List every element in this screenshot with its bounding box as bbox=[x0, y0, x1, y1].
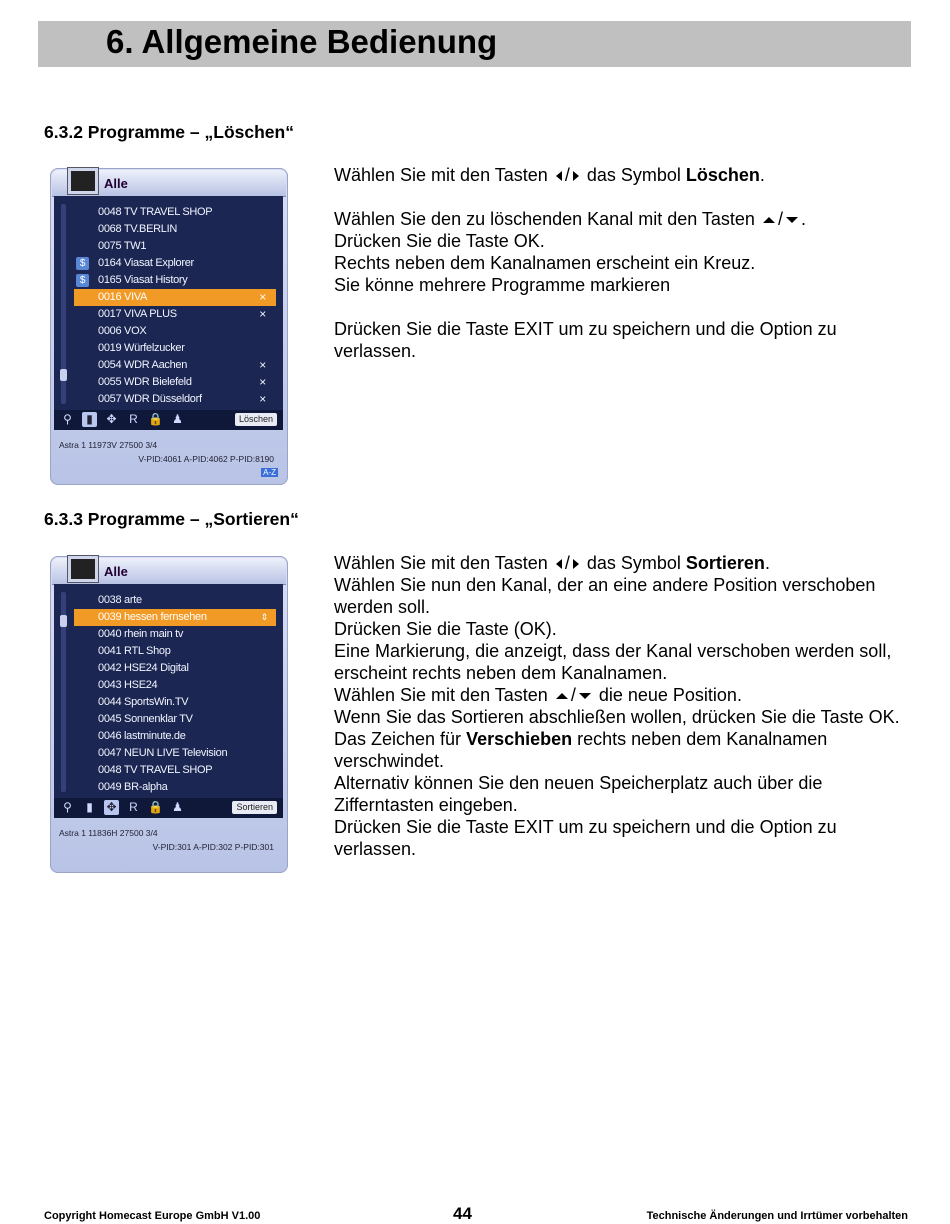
page-number: 44 bbox=[453, 1204, 472, 1223]
channel-name: 0019 Würfelzucker bbox=[98, 342, 185, 354]
paragraph: Eine Markierung, die anzeigt, dass der Kanal verschoben werden soll, erscheint rechts neben dem Kanalnamen. bbox=[334, 641, 892, 683]
transponder-info: Astra 1 11836H 27500 3/4 bbox=[59, 828, 158, 838]
channel-name: 0048 TV TRAVEL SHOP bbox=[98, 764, 213, 776]
channel-name: 0041 RTL Shop bbox=[98, 645, 171, 657]
tv-tab-label: Alle bbox=[104, 564, 128, 579]
tv-tab bbox=[52, 170, 286, 197]
paragraph: Wählen Sie den zu löschenden Kanal mit den Tasten / . bbox=[334, 209, 806, 229]
rename-icon: R bbox=[129, 800, 138, 814]
channel-row bbox=[74, 660, 276, 677]
channel-name: 0006 VOX bbox=[98, 325, 147, 337]
channel-row bbox=[74, 204, 276, 221]
channel-row bbox=[74, 694, 276, 711]
channel-row bbox=[74, 592, 276, 609]
channel-row bbox=[74, 221, 276, 238]
channel-name: 0075 TW1 bbox=[98, 240, 147, 252]
lock-icon: 🔒 bbox=[148, 412, 163, 426]
channel-row bbox=[74, 340, 276, 357]
paragraph: Rechts neben dem Kanalnamen erscheint ein Kreuz. bbox=[334, 253, 756, 273]
channel-row bbox=[74, 306, 276, 323]
pid-info: V-PID:4061 A-PID:4062 P-PID:8190 bbox=[138, 454, 274, 464]
delete-mark-icon: × bbox=[259, 392, 266, 406]
channel-row bbox=[74, 357, 276, 374]
channel-row bbox=[74, 272, 276, 289]
section-heading-sortieren: 6.3.3 Programme – „Sortieren“ bbox=[44, 509, 299, 529]
channel-row bbox=[74, 255, 276, 272]
arrow-up-icon bbox=[556, 693, 568, 699]
text-loeschen bbox=[334, 164, 914, 362]
arrow-up-icon bbox=[763, 217, 775, 223]
scrambled-icon: $ bbox=[76, 274, 89, 287]
paragraph: Drücken Sie die Taste EXIT um zu speichern und die Option zu verlassen. bbox=[334, 319, 837, 361]
delete-mark-icon: × bbox=[259, 358, 266, 372]
channel-name: 0047 NEUN LIVE Television bbox=[98, 747, 228, 759]
arrow-left-icon bbox=[556, 171, 562, 181]
paragraph: Drücken Sie die Taste (OK). bbox=[334, 619, 557, 639]
paragraph: Drücken Sie die Taste EXIT um zu speichern und die Option zu verlassen. bbox=[334, 817, 837, 859]
channel-name: 0057 WDR Düsseldorf bbox=[98, 393, 202, 405]
channel-row bbox=[74, 643, 276, 660]
channel-name: 0043 HSE24 bbox=[98, 679, 158, 691]
channel-row bbox=[74, 711, 276, 728]
arrow-down-icon bbox=[579, 693, 591, 699]
channel-row bbox=[74, 238, 276, 255]
channel-name: 0068 TV.BERLIN bbox=[98, 223, 177, 235]
channel-name: 0017 VIVA PLUS bbox=[98, 308, 177, 320]
paragraph: Drücken Sie die Taste OK. bbox=[334, 231, 545, 251]
lock-icon: 🔒 bbox=[148, 800, 163, 814]
paragraph: Wenn Sie das Sortieren abschließen wollen, drücken Sie die Taste OK. Das Zeichen für Verschieben rechts neben dem Kanalnamen verschwindet. bbox=[334, 707, 900, 771]
scrambled-icon: $ bbox=[76, 257, 89, 270]
move-mark-icon: ⇕ bbox=[260, 612, 268, 622]
arrow-left-icon bbox=[556, 559, 562, 569]
channel-name: 0054 WDR Aachen bbox=[98, 359, 188, 371]
tv-tab bbox=[52, 558, 286, 585]
channel-row bbox=[74, 626, 276, 643]
delete-mark-icon: × bbox=[259, 375, 266, 389]
channel-name: 0055 WDR Bielefeld bbox=[98, 376, 192, 388]
channel-name: 0016 VIVA bbox=[98, 291, 148, 303]
scrollbar-thumb bbox=[60, 369, 67, 381]
delete-mark-icon: × bbox=[259, 290, 266, 304]
channel-name: 0046 lastminute.de bbox=[98, 730, 186, 742]
tv-tab-label: Alle bbox=[104, 176, 128, 191]
channel-row bbox=[74, 677, 276, 694]
channel-name: 0165 Viasat History bbox=[98, 274, 188, 286]
tool-bar bbox=[54, 798, 283, 818]
action-button: Löschen bbox=[235, 413, 277, 426]
arrow-right-icon bbox=[573, 559, 579, 569]
channel-list bbox=[54, 196, 283, 410]
footer-disclaimer: Technische Änderungen und Irrtümer vorbehalten bbox=[646, 1210, 908, 1222]
channel-name: 0164 Viasat Explorer bbox=[98, 257, 194, 269]
chapter-title: 6. Allgemeine Bedienung bbox=[106, 23, 498, 60]
channel-row bbox=[74, 323, 276, 340]
delete-mark-icon: × bbox=[259, 307, 266, 321]
rename-icon: R bbox=[129, 412, 138, 426]
transponder-info: Astra 1 11973V 27500 3/4 bbox=[59, 440, 158, 450]
paragraph: Sie könne mehrere Programme markieren bbox=[334, 275, 671, 295]
tv-screenshot-sortieren bbox=[50, 556, 288, 873]
move-icon: ✥ bbox=[104, 800, 119, 815]
section-heading-loeschen: 6.3.2 Programme – „Löschen“ bbox=[44, 122, 294, 142]
delete-icon: ▮ bbox=[82, 412, 97, 427]
scrollbar-thumb bbox=[60, 615, 67, 627]
channel-name: 0049 BR-alpha bbox=[98, 781, 168, 793]
channel-name: 0048 TV TRAVEL SHOP bbox=[98, 206, 213, 218]
tool-bar bbox=[54, 410, 283, 430]
channel-row bbox=[74, 745, 276, 762]
pid-info: V-PID:301 A-PID:302 P-PID:301 bbox=[152, 842, 274, 852]
channel-row bbox=[74, 779, 276, 796]
channel-list bbox=[54, 584, 283, 798]
paragraph: Wählen Sie mit den Tasten / das Symbol Sortieren. bbox=[334, 553, 770, 573]
channel-name: 0040 rhein main tv bbox=[98, 628, 184, 640]
search-icon: ⚲ bbox=[63, 800, 72, 814]
footer-copyright: Copyright Homecast Europe GmbH V1.00 bbox=[44, 1210, 261, 1222]
tv-screenshot-loeschen bbox=[50, 168, 288, 485]
channel-row bbox=[74, 289, 276, 306]
paragraph: Wählen Sie nun den Kanal, der an eine andere Position verschoben werden soll. bbox=[334, 575, 876, 617]
text-sortieren bbox=[334, 552, 914, 860]
channel-name: 0042 HSE24 Digital bbox=[98, 662, 189, 674]
channel-name: 0045 Sonnenklar TV bbox=[98, 713, 193, 725]
search-icon: ⚲ bbox=[63, 412, 72, 426]
arrow-right-icon bbox=[573, 171, 579, 181]
channel-name: 0044 SportsWin.TV bbox=[98, 696, 189, 708]
az-badge: A-Z bbox=[263, 468, 276, 477]
channel-row bbox=[74, 609, 276, 626]
user-icon: ♟ bbox=[172, 800, 183, 814]
channel-row bbox=[74, 728, 276, 745]
channel-row bbox=[74, 391, 276, 408]
scrollbar bbox=[61, 592, 66, 792]
delete-icon: ▮ bbox=[86, 800, 93, 814]
tv-icon bbox=[68, 168, 98, 194]
action-button: Sortieren bbox=[232, 801, 277, 814]
channel-name: 0038 arte bbox=[98, 594, 142, 606]
channel-row bbox=[74, 762, 276, 779]
arrow-down-icon bbox=[786, 217, 798, 223]
move-icon: ✥ bbox=[106, 412, 117, 426]
channel-row bbox=[74, 374, 276, 391]
paragraph: Alternativ können Sie den neuen Speicherplatz auch über die Zifferntasten eingeben. bbox=[334, 773, 823, 815]
channel-name: 0039 hessen fernsehen bbox=[98, 611, 207, 623]
tv-icon bbox=[68, 556, 98, 582]
scrollbar bbox=[61, 204, 66, 404]
paragraph: Wählen Sie mit den Tasten / das Symbol Löschen. bbox=[334, 165, 765, 185]
paragraph: Wählen Sie mit den Tasten / die neue Position. bbox=[334, 685, 742, 705]
user-icon: ♟ bbox=[172, 412, 183, 426]
